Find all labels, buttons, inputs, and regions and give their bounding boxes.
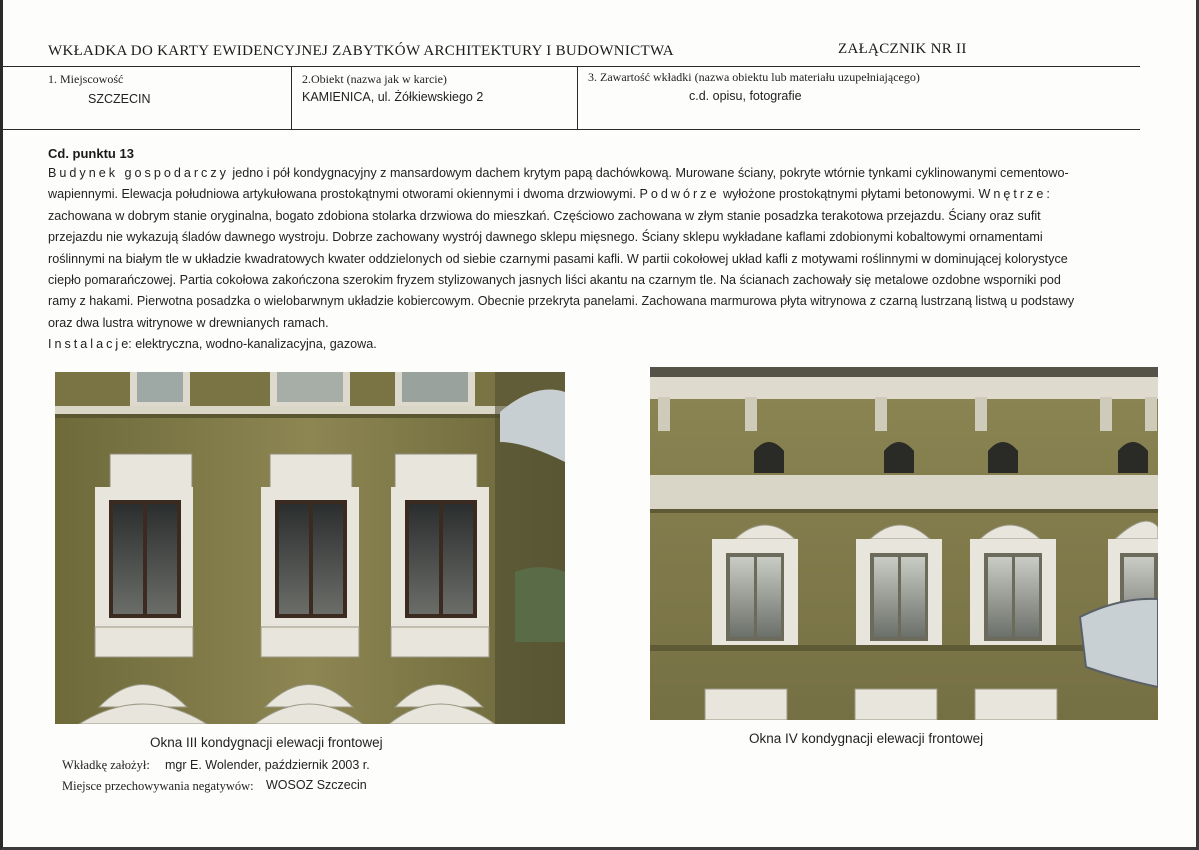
right-photo-caption: Okna IV kondygnacji elewacji frontowej xyxy=(749,731,984,746)
paragraph-building: jedno i pół kondygnacyjny z mansardowym dachem krytym papą dachówkową. Murowane ściany, pokryte wtórnie tynkami cyklinowanymi cementowo-wapiennymi. Elewacja południowa artykułowana prostokątnymi otworami okiennymi i dwoma drzwiowymi. xyxy=(48,166,1069,202)
section-heading: Cd. punktu 13 xyxy=(48,146,134,161)
prepared-by-label: Wkładkę założył: xyxy=(62,758,150,772)
keyword-courtyard: Podwórze xyxy=(639,187,720,202)
field-divider-2 xyxy=(577,67,578,129)
paragraph-courtyard: wyłożone prostokątnymi płytami betonowymi. xyxy=(719,187,979,202)
locality-value: SZCZECIN xyxy=(88,92,151,106)
photo-third-storey-windows xyxy=(55,372,565,724)
annex-number: ZAŁĄCZNIK NR II xyxy=(838,41,967,57)
paragraph-installations: e: elektryczna, wodno-kanalizacyjna, gazowa. xyxy=(121,337,377,352)
prepared-by-value: mgr E. Wolender, październik 2003 r. xyxy=(165,758,370,772)
negatives-storage-label: Miejsce przechowywania negatywów: xyxy=(62,779,254,793)
header-bottom-rule xyxy=(3,129,1140,130)
photo-fourth-storey-windows xyxy=(650,367,1158,720)
contents-value: c.d. opisu, fotografie xyxy=(689,89,802,103)
left-photo-caption: Okna III kondygnacji elewacji frontowej xyxy=(150,735,383,750)
paragraph-interior: : zachowana w dobrym stanie oryginalna, bogato zdobiona stolarka drzwiowa do mieszkań. Częściowo zachowana w złym stanie posadzka terakotowa przejazdu. Ściany oraz sufit przejazdu nie wykazują śladów dawnego wystroju. Dobrze zachowany wystrój dawnego sklepu mięsnego. Ściany sklepu wykładane kaflami zdobionymi kobaltowymi ornamentami roślinnymi na białym tle w układzie kwadratowych kwater oddzielonych od siebie czarnymi pasami kafli. W partii cokołowej układ kafli z motywami roślinnymi w dominującej kolorystyce ciepło pomarańczowej. Partia cokołowa zakończona szerokim fryzem stylizowanych jasnych liści akantu na czarnym tle. Na ścianach zachowały się metalowe ozdobne wsporniki pod ramy z hakami. Pierwotna posadzka o wielobarwnym układzie kobiercowym. Obecnie przekryta panelami. Zachowana marmurowa płyta witrynowa z czarną lustrzaną listwą u podstawy oraz dwa lustra witrynowe w drewnianych ramach. xyxy=(48,187,1075,330)
keyword-interior: Wnętrze xyxy=(978,187,1047,202)
object-value: KAMIENICA, ul. Żółkiewskiego 2 xyxy=(302,90,484,104)
keyword-installations: Instalacj xyxy=(48,337,122,352)
contents-label: 3. Zawartość wkładki (nazwa obiektu lub materiału uzupełniającego) xyxy=(588,70,920,84)
locality-label: 1. Miejscowość xyxy=(48,72,124,86)
document-title: WKŁADKA DO KARTY EWIDENCYJNEJ ZABYTKÓW ARCHITEKTURY I BUDOWNICTWA xyxy=(48,43,674,59)
negatives-storage-value: WOSOZ Szczecin xyxy=(266,778,367,792)
photo-right-drawing xyxy=(650,367,1158,720)
field-divider-1 xyxy=(291,67,292,129)
description-text xyxy=(48,163,1088,356)
keyword-building: Budynek gospodarczy xyxy=(48,166,229,180)
header-top-rule xyxy=(3,66,1140,67)
photo-left-drawing xyxy=(55,372,565,724)
object-label: 2.Obiekt (nazwa jak w karcie) xyxy=(302,72,447,86)
